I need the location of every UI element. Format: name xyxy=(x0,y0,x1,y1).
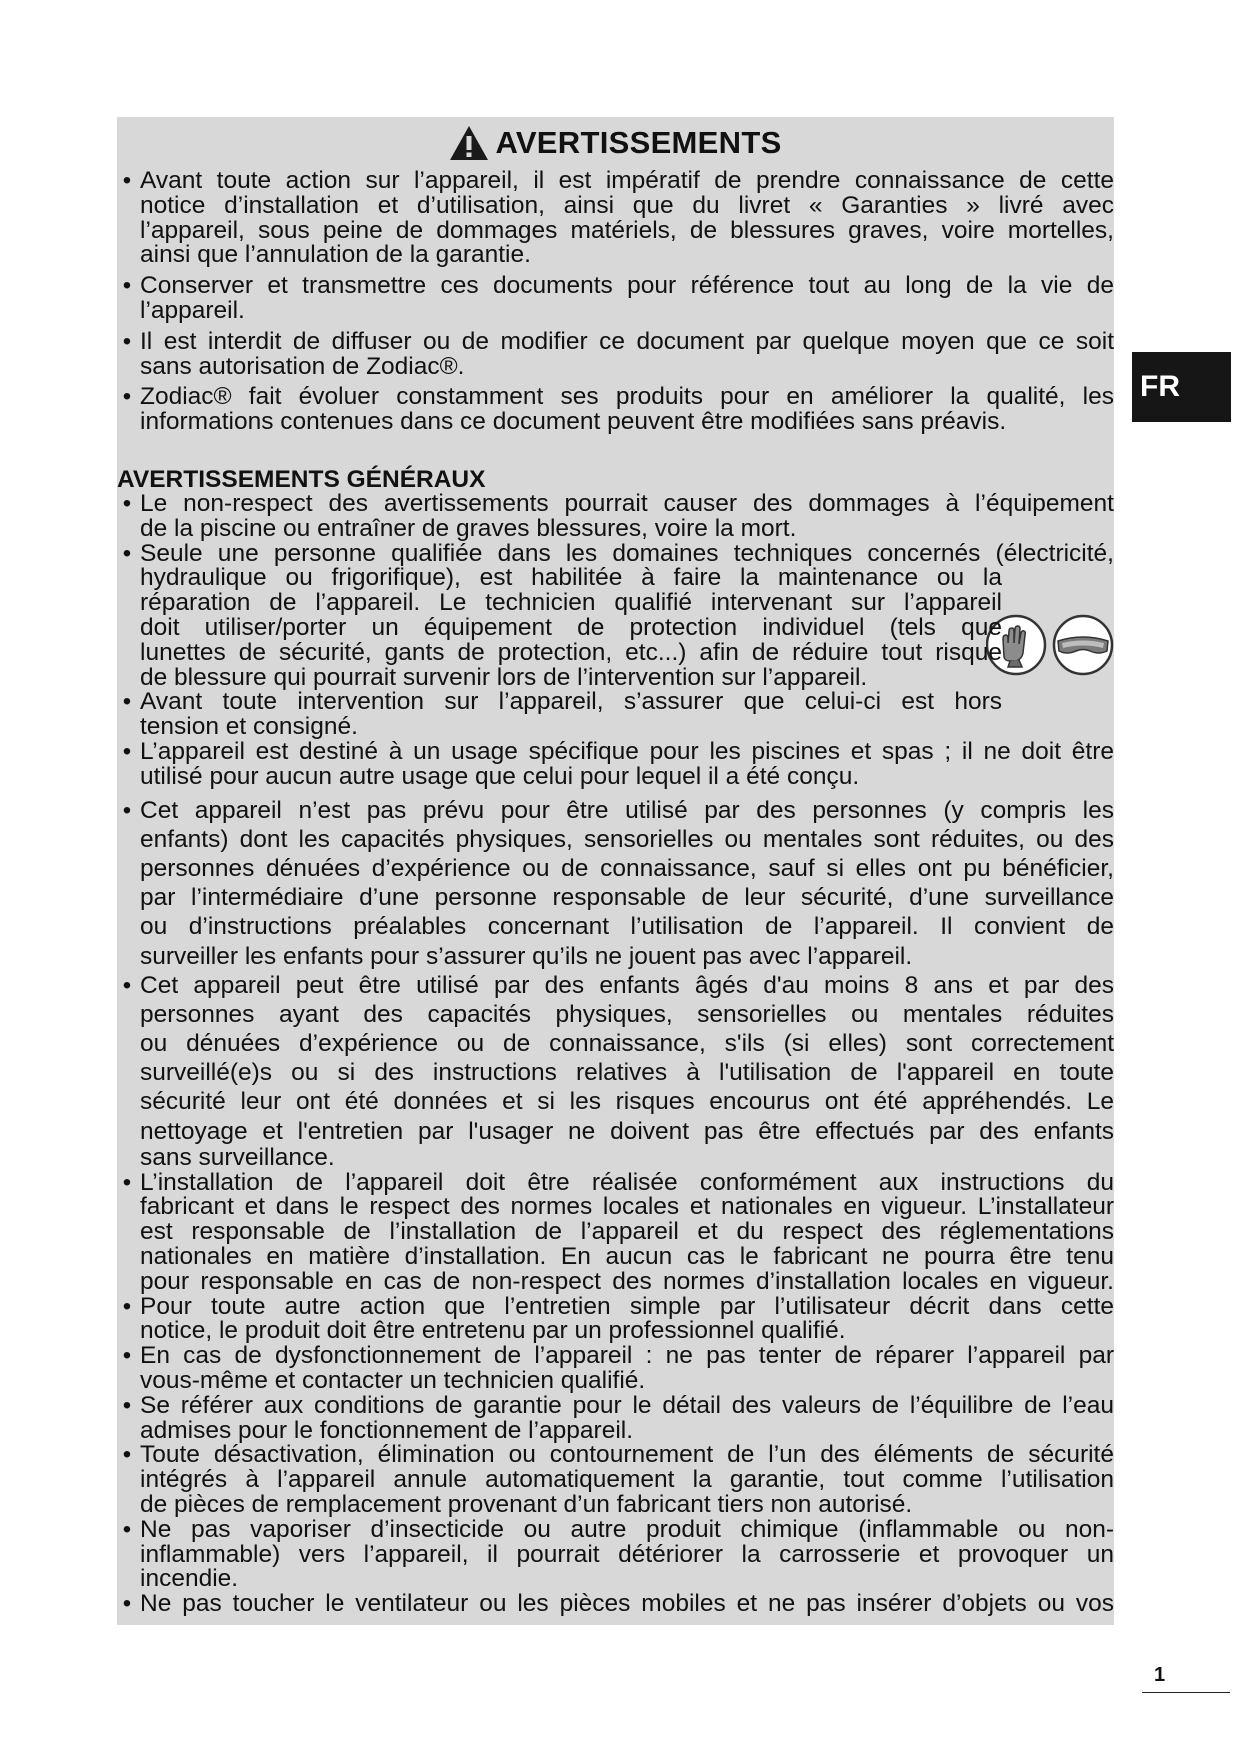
text-line: doit utiliser/porter un équipement de protection individuel (tels que xyxy=(140,615,1002,641)
text-line: ou dénuées d’expérience ou de connaissance, s'ils (si elles) sont correctement xyxy=(140,1030,1114,1058)
bullet-dot: • xyxy=(122,1344,132,1369)
text-line: admises pour le fonctionnement de l’appareil. xyxy=(140,1418,634,1444)
general-bullet xyxy=(117,1592,1114,1617)
text-line: sans autorisation de Zodiac®. xyxy=(140,354,465,380)
text-line: ou d’instructions préalables concernant l’utilisation de l’appareil. Il convient de xyxy=(140,913,1114,941)
general-bullet xyxy=(117,1518,1114,1592)
general-bullet-list xyxy=(117,492,1114,1617)
general-bullet xyxy=(117,796,1114,971)
text-line: • Cet appareil n’est pas prévu pour être utilisé par des personnes (y compris les xyxy=(117,796,1114,825)
bullet-dot: • xyxy=(122,739,132,765)
text-line: hydraulique ou frigorifique), est habilitée à faire la maintenance ou la xyxy=(140,566,1002,592)
text-line: de blessure qui pourrait survenir lors de l’intervention sur l’appareil. xyxy=(140,665,868,691)
text-line: • L’installation de l’appareil doit être réalisée conformément aux instructions du xyxy=(117,1171,1114,1196)
text-line: ainsi que l’annulation de la garantie. xyxy=(140,243,531,269)
text-line: l’appareil, sous peine de dommages matériels, de blessures graves, voire mortelles, xyxy=(140,218,1114,244)
general-bullet xyxy=(117,1171,1114,1295)
text-line: • Le non-respect des avertissements pourrait causer des dommages à l’équipement xyxy=(117,492,1114,517)
text-line: • Conserver et transmettre ces documents pour référence tout au long de la vie de xyxy=(117,274,1114,299)
general-bullet xyxy=(117,690,1114,740)
bullet-dot: • xyxy=(122,1592,132,1617)
general-bullet xyxy=(117,740,1114,790)
text-line: de la piscine ou entraîner de graves blessures, voire la mort. xyxy=(140,516,797,542)
intro-bullet-list xyxy=(117,169,1114,435)
text-line: • Pour toute autre action que l’entretien simple par l’utilisateur décrit dans cette xyxy=(117,1295,1114,1320)
footer-rule xyxy=(1142,1692,1230,1693)
bullet-dot: • xyxy=(122,1170,132,1196)
general-bullet xyxy=(117,1295,1114,1345)
text-line: notice d’installation et d’utilisation, ainsi que du livret « Garanties » livré avec xyxy=(140,193,1114,219)
intro-bullet xyxy=(117,330,1114,380)
text-line: • Toute désactivation, élimination ou contournement de l’un des éléments de sécurité xyxy=(117,1443,1114,1468)
bullet-dot: • xyxy=(122,971,132,999)
text-line: • Seule une personne qualifiée dans les domaines techniques concernés (électricité, xyxy=(117,542,1114,567)
general-bullet xyxy=(117,971,1114,1171)
text-line: réparation de l’appareil. Le technicien qualifié intervenant sur l’appareil xyxy=(140,591,1002,616)
text-line: sans surveillance. xyxy=(140,1145,335,1171)
text-line: incendie. xyxy=(140,1567,239,1593)
text-line: inflammable) vers l’appareil, il pourrait détériorer la carrosserie et provoquer un xyxy=(140,1542,1114,1568)
text-line: lunettes de sécurité, gants de protection, etc...) afin de réduire tout risque xyxy=(140,640,1002,666)
bullet-dot: • xyxy=(122,274,132,299)
text-line: personnes ayant des capacités physiques, sensorielles ou mentales réduites xyxy=(140,1000,1114,1028)
text-line: enfants) dont les capacités physiques, sensorielles ou mentales sont réduites, ou des xyxy=(140,825,1114,853)
intro-bullet xyxy=(117,274,1114,324)
text-line: intégrés à l’appareil annule automatiquement la garantie, tout comme l’utilisation xyxy=(140,1468,1114,1493)
text-line: • Avant toute intervention sur l’appareil, s’assurer que celui-ci est hors xyxy=(117,690,1002,715)
text-line: • L’appareil est destiné à un usage spécifique pour les piscines et spas ; il ne doit être xyxy=(117,740,1114,765)
text-line: • Avant toute action sur l’appareil, il est impératif de prendre connaissance de cette xyxy=(117,169,1114,194)
text-line: tension et consigné. xyxy=(140,715,358,740)
warnings-panel xyxy=(117,117,1114,1625)
general-bullet xyxy=(117,492,1114,542)
intro-bullet xyxy=(117,385,1114,435)
general-bullet xyxy=(117,1443,1114,1517)
bullet-dot: • xyxy=(122,492,132,517)
text-line: de pièces de remplacement provenant d’un fabricant tiers non autorisé. xyxy=(140,1492,913,1518)
intro-bullet xyxy=(117,169,1114,268)
text-line: • Zodiac® fait évoluer constamment ses produits pour en améliorer la qualité, les xyxy=(117,385,1114,410)
text-line: • Ne pas vaporiser d’insecticide ou autre produit chimique (inflammable ou non- xyxy=(117,1518,1114,1543)
general-bullet xyxy=(117,542,1114,691)
warnings-title-row xyxy=(117,117,1114,169)
text-line: surveiller les enfants pour s’assurer qu’ils ne jouent pas avec l’appareil. xyxy=(140,942,913,970)
bullet-dot: • xyxy=(122,1294,132,1320)
text-line: nationales en matière d’installation. En aucun cas le fabricant ne pourra être tenu xyxy=(140,1245,1114,1270)
page-number: 1 xyxy=(1154,1664,1166,1686)
text-line: informations contenues dans ce document peuvent être modifiées sans préavis. xyxy=(140,410,1007,435)
text-line: surveillé(e)s ou si des instructions relatives à l'utilisation de l'appareil en toute xyxy=(140,1059,1114,1087)
text-line: pour responsable en cas de non-respect des normes d’installation locales en vigueur. xyxy=(140,1269,1114,1295)
bullet-dot: • xyxy=(122,329,132,355)
bullet-dot: • xyxy=(122,1443,132,1469)
language-tab-fr: FR xyxy=(1132,352,1231,422)
text-line: l’appareil. xyxy=(140,298,245,324)
bullet-dot: • xyxy=(122,1393,132,1419)
bullet-dot: • xyxy=(122,796,132,824)
text-line: personnes dénuées d’expérience ou de connaissance, sauf si elles ont pu bénéficier, xyxy=(140,854,1114,882)
general-bullet xyxy=(117,1394,1114,1444)
bullet-dot: • xyxy=(122,169,132,194)
bullet-dot: • xyxy=(122,1517,132,1543)
bullet-dot: • xyxy=(122,690,132,716)
text-line: par l’intermédiaire d’une personne responsable de leur sécurité, d’une surveillance xyxy=(140,884,1114,912)
text-line: • Il est interdit de diffuser ou de modifier ce document par quelque moyen que ce soit xyxy=(117,330,1114,355)
warnings-title: AVERTISSEMENTS xyxy=(495,125,782,160)
text-line: est responsable de l’installation de l’appareil et du respect des réglementations xyxy=(140,1220,1114,1245)
bullet-dot: • xyxy=(122,541,132,567)
text-line: • Ne pas toucher le ventilateur ou les pièces mobiles et ne pas insérer d’objets ou vos xyxy=(117,1592,1114,1617)
text-line: • Cet appareil peut être utilisé par des enfants âgés d'au moins 8 ans et par des xyxy=(117,971,1114,1000)
general-bullet xyxy=(117,1344,1114,1394)
warning-triangle-icon xyxy=(449,125,489,161)
text-line: notice, le produit doit être entretenu par un professionnel qualifié. xyxy=(140,1319,846,1345)
text-line: • En cas de dysfonctionnement de l’appareil : ne pas tenter de réparer l’appareil par xyxy=(117,1344,1114,1369)
bullet-dot: • xyxy=(122,385,132,411)
text-line: utilisé pour aucun autre usage que celui pour lequel il a été conçu. xyxy=(140,764,860,790)
text-line: fabricant et dans le respect des normes locales et nationales en vigueur. L’installateur xyxy=(140,1195,1114,1221)
text-line: sécurité leur ont été données et si les risques encourus ont été appréhendés. Le xyxy=(140,1088,1114,1116)
text-line: nettoyage et l'entretien par l'usager ne doivent pas être effectués par des enfants xyxy=(140,1117,1114,1145)
general-warnings-heading: AVERTISSEMENTS GÉNÉRAUX xyxy=(117,466,486,493)
text-line: • Se référer aux conditions de garantie pour le détail des valeurs de l’équilibre de l’eau xyxy=(117,1394,1114,1419)
text-line: vous-même et contacter un technicien qualifié. xyxy=(140,1368,646,1394)
